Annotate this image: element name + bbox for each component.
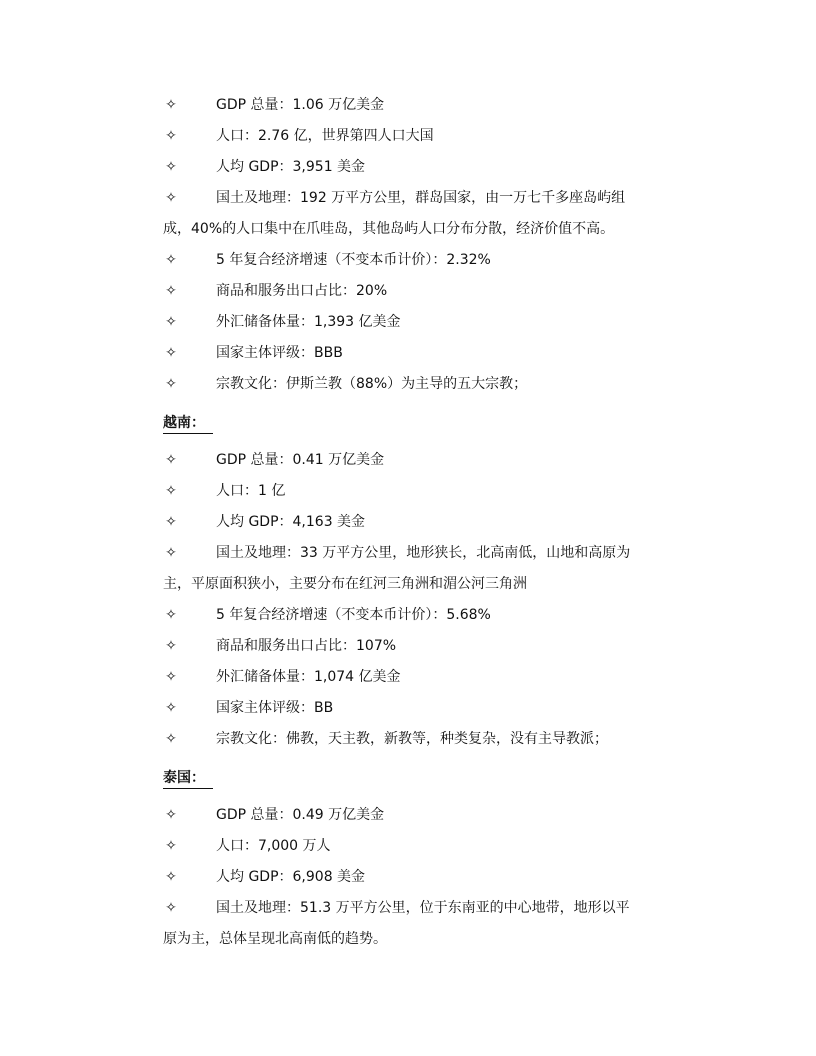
- list-item: [163, 800, 693, 831]
- list-item: [163, 276, 693, 307]
- bullet-icon: ✧: [165, 869, 177, 885]
- list-item: [163, 507, 693, 538]
- item-text-line1: 国土及地理：192 万平方公里，群岛国家，由一万七千多座岛屿组: [216, 190, 626, 206]
- item-text: 人口：7,000 万人: [216, 838, 331, 854]
- item-text-line2: 原为主，总体呈现北高南低的趋势。: [163, 931, 387, 947]
- item-text: 外汇储备体量：1,074 亿美金: [216, 669, 401, 685]
- bullet-icon: ✧: [165, 314, 177, 330]
- bullet-icon: ✧: [165, 345, 177, 361]
- item-text: 人口：1 亿: [216, 483, 286, 499]
- item-text: GDP 总量：0.49 万亿美金: [216, 807, 385, 823]
- bullet-icon: ✧: [165, 638, 177, 654]
- bullet-icon: ✧: [165, 190, 177, 206]
- bullet-icon: ✧: [165, 838, 177, 854]
- item-text: 5 年复合经济增速（不变本币计价）：5.68%: [216, 607, 491, 623]
- item-text-line1: 国土及地理：33 万平方公里，地形狭长，北高南低，山地和高原为: [216, 545, 631, 561]
- list-item: [163, 862, 693, 893]
- bullet-icon: ✧: [165, 159, 177, 175]
- bullet-icon: ✧: [165, 128, 177, 144]
- item-text: 宗教文化：佛教，天主教，新教等，种类复杂，没有主导教派；: [216, 731, 608, 747]
- heading-text: 越南：: [163, 413, 213, 434]
- bullet-icon: ✧: [165, 97, 177, 113]
- list-item: [163, 831, 693, 862]
- list-item: [163, 662, 693, 693]
- list-item: [163, 600, 693, 631]
- item-text: 人均 GDP：4,163 美金: [216, 514, 366, 530]
- item-text: 外汇储备体量：1,393 亿美金: [216, 314, 401, 330]
- bullet-icon: ✧: [165, 700, 177, 716]
- bullet-icon: ✧: [165, 807, 177, 823]
- list-item: [163, 476, 693, 507]
- item-text: 国家主体评级：BB: [216, 700, 334, 716]
- list-item: [163, 245, 693, 276]
- bullet-icon: ✧: [165, 252, 177, 268]
- bullet-icon: ✧: [165, 283, 177, 299]
- item-text: 商品和服务出口占比：107%: [216, 638, 397, 654]
- list-item: [163, 152, 693, 183]
- list-item: [163, 90, 693, 121]
- section-heading-thailand: [163, 768, 693, 789]
- item-text: 5 年复合经济增速（不变本币计价）：2.32%: [216, 252, 491, 268]
- bullet-icon: ✧: [165, 545, 177, 561]
- list-item: [163, 445, 693, 476]
- bullet-icon: ✧: [165, 607, 177, 623]
- bullet-icon: ✧: [165, 483, 177, 499]
- list-item: [163, 693, 693, 724]
- heading-text: 泰国：: [163, 768, 213, 789]
- item-text: GDP 总量：1.06 万亿美金: [216, 97, 385, 113]
- item-text: 国家主体评级：BBB: [216, 345, 343, 361]
- item-text-line2: 主，平原面积狭小，主要分布在红河三角洲和湄公河三角洲: [163, 576, 527, 592]
- list-item-geography: [163, 183, 693, 245]
- list-item: [163, 369, 693, 400]
- list-item: [163, 121, 693, 152]
- list-item: [163, 338, 693, 369]
- item-text: 商品和服务出口占比：20%: [216, 283, 388, 299]
- document-body: [163, 90, 693, 955]
- item-text-line2: 成，40%的人口集中在爪哇岛，其他岛屿人口分布分散，经济价值不高。: [163, 221, 615, 237]
- item-text: 人均 GDP：6,908 美金: [216, 869, 366, 885]
- item-text: 人口：2.76 亿，世界第四人口大国: [216, 128, 434, 144]
- list-item: [163, 724, 693, 755]
- item-text: 人均 GDP：3,951 美金: [216, 159, 366, 175]
- bullet-icon: ✧: [165, 731, 177, 747]
- section-heading-vietnam: [163, 413, 693, 434]
- item-text: GDP 总量：0.41 万亿美金: [216, 452, 385, 468]
- list-item-geography: [163, 538, 693, 600]
- bullet-icon: ✧: [165, 900, 177, 916]
- bullet-icon: ✧: [165, 376, 177, 392]
- bullet-icon: ✧: [165, 514, 177, 530]
- item-text: 宗教文化：伊斯兰教（88%）为主导的五大宗教；: [216, 376, 528, 392]
- list-item: [163, 631, 693, 662]
- bullet-icon: ✧: [165, 669, 177, 685]
- list-item: [163, 307, 693, 338]
- bullet-icon: ✧: [165, 452, 177, 468]
- item-text-line1: 国土及地理：51.3 万平方公里，位于东南亚的中心地带，地形以平: [216, 900, 630, 916]
- list-item-geography: [163, 893, 693, 955]
